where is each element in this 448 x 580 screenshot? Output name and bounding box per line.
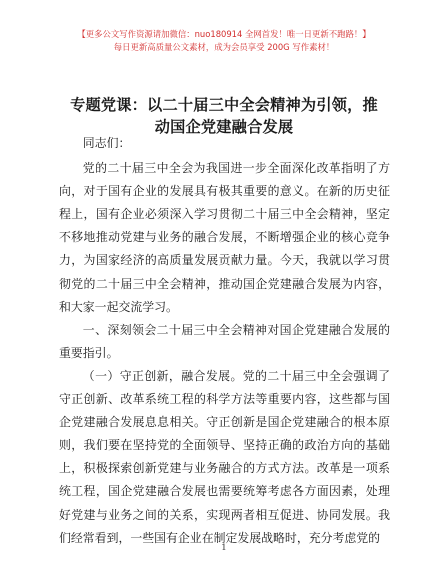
document-body	[59, 132, 390, 550]
promo-banner	[0, 0, 448, 54]
paragraph-intro: 党的二十届三中全会为我国进一步全面深化改革指明了方向，对于国有企业的发展具有极其重要的意义。在新的历史征程上，国有企业必须深入学习贯彻二十届三中全会精神，坚定不移地推动党建与业务的融合发展，不断增强企业的核心竞争力，为国家经济的高质量发展贡献力量。今天，我就以学习贯彻党的二十届三中全会精神，推动国企党建融合发展为内容，和大家一起交流学习。	[59, 161, 390, 314]
document-title: 专题党课：以二十届三中全会精神为引领，推动国企党建融合发展	[70, 96, 378, 136]
page-number: 1	[221, 543, 227, 553]
promo-banner-line-2: 每日更新高质量公文素材，成为会员享受 200G 写作素材！	[113, 42, 335, 52]
promo-banner-line-1: 【更多公文写作资源请加微信：nuo180914 全网首发！唯一日更新不跑路！】	[77, 29, 371, 39]
paragraph-section-heading: 一、深刻领会二十届三中全会精神对国企党建融合发展的重要指引。	[59, 322, 390, 360]
greeting: 同志们：	[82, 136, 131, 150]
paragraph-subsection-1: （一）守正创新，融合发展。党的二十届三中全会强调了守正创新、改革系统工程的科学方法等重要内容，这些都与国企党建融合发展息息相关。守正创新是国企党建融合的根本原则，我们要在坚持党的全面领导、坚持正确的政治方向的基础上，积极探索创新党建与业务融合的方式方法。改革是一项系统工程，国企党建融合发展也需要统筹考虑各方面因素，处理好党建与业务之间的关系，实现两者相互促进、协同发展。我们经常看到，一些国有企业在制定发展战略时，充分考虑党的	[59, 368, 390, 545]
